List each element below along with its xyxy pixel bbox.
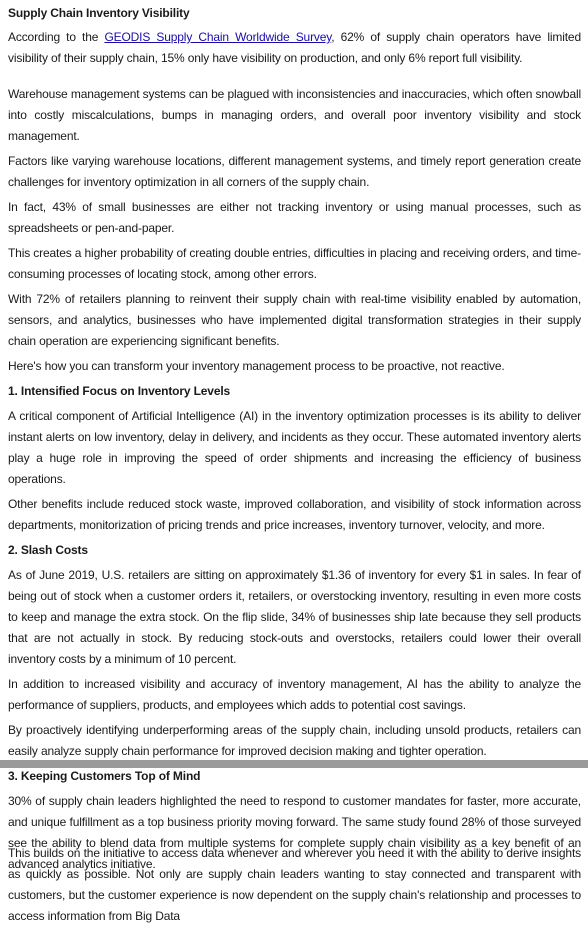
paragraph-ai-alerts: A critical component of Artificial Intelligence (AI) in the inventory optimization processes is its ability to deliver instant alerts on low inventory, delay in delivery, and incidents as they occur. These automated inventory alerts play a huge role in improving the speed of order shipments and increasing the efficiency of business operations. bbox=[8, 409, 581, 486]
paragraph-small-businesses: In fact, 43% of small businesses are either not tracking inventory or using manual processes, such as spreadsheets or pen-and-paper. bbox=[8, 200, 581, 235]
section-heading-slash-costs: 2. Slash Costs bbox=[8, 543, 88, 557]
paragraph-ai-performance: In addition to increased visibility and accuracy of inventory management, AI has the ability to analyze the performance of suppliers, products, and employees which adds to potential cost savings. bbox=[8, 677, 581, 712]
intro-text-before: According to the bbox=[8, 30, 105, 44]
continuation-text: This builds on the initiative to access data whenever and wherever you need it with the ability to derive insights as quickly as possible. Not only are supply chain leaders wanting to stay connected and transparent with customers, but the customer experience is now dependent on the supply chain's relationship and processes to access information from Big Data bbox=[8, 846, 581, 923]
paragraph-other-benefits: Other benefits include reduced stock waste, improved collaboration, and visibility of stock information across departments, monitorization of pricing trends and price increases, inventory turnover, velocity, and more. bbox=[8, 497, 581, 532]
paragraph-retail-inventory: As of June 2019, U.S. retailers are sitting on approximately $1.36 of inventory for every $1 in sales. In fear of being out of stock when a customer orders it, retailers, or overstocking inventory, resulting in even more costs to keep and manage the extra stock. On the flip slide, 34% of businesses ship late because they sell products that are not actually in stock. By reducing stock-outs and overstocks, retailers could lower their overall inventory costs by a minimum of 10 percent. bbox=[8, 568, 581, 666]
paragraph-retailers-reinvent: With 72% of retailers planning to reinvent their supply chain with real-time visibility enabled by automation, sensors, and analytics, businesses who have implemented digital transformation strategies in their supply chain operation are experiencing significant benefits. bbox=[8, 292, 581, 348]
intro-text-after: , 62% of supply chain operators have limited visibility of their supply chain, 15% only have visibility on production, and only 6% report full visibility. bbox=[8, 30, 581, 65]
paragraph-customer-mandates: 30% of supply chain leaders highlighted the need to respond to customer mandates for faster, more accurate, and unique fulfillment as a top business priority moving forward. The same study found 28% of those surveyed see the ability to blend data from multiple systems for complete supply chain visibility as a key benefit of an advanced analytics initiative. bbox=[8, 794, 581, 871]
article-body bbox=[8, 3, 581, 879]
paragraph-underperforming: By proactively identifying underperforming areas of the supply chain, including unsold products, retailers can easily analyze supply chain performance for improved decision making and tighter operation. bbox=[8, 723, 581, 758]
section-heading-inventory-levels: 1. Intensified Focus on Inventory Levels bbox=[8, 384, 231, 398]
paragraph-transform: Here's how you can transform your inventory management process to be proactive, not reactive. bbox=[8, 359, 505, 373]
paragraph-warehouse-systems: Warehouse management systems can be plagued with inconsistencies and inaccuracies, which often snowball into costly miscalculations, bumps in managing orders, and overall poor inventory visibility and stock management. bbox=[8, 87, 581, 143]
paragraph-double-entries: This creates a higher probability of creating double entries, difficulties in placing and receiving orders, and time-consuming processes of locating stock, among other errors. bbox=[8, 246, 581, 281]
section-heading-customers: 3. Keeping Customers Top of Mind bbox=[8, 769, 201, 783]
geodis-survey-link[interactable]: GEODIS Supply Chain Worldwide Survey bbox=[104, 30, 332, 44]
paragraph-factors: Factors like varying warehouse locations, different management systems, and timely report generation create challenges for inventory optimization in all corners of the supply chain. bbox=[8, 154, 581, 189]
section-divider bbox=[0, 760, 588, 768]
article-title: Supply Chain Inventory Visibility bbox=[8, 6, 190, 20]
intro-paragraph bbox=[8, 27, 581, 69]
